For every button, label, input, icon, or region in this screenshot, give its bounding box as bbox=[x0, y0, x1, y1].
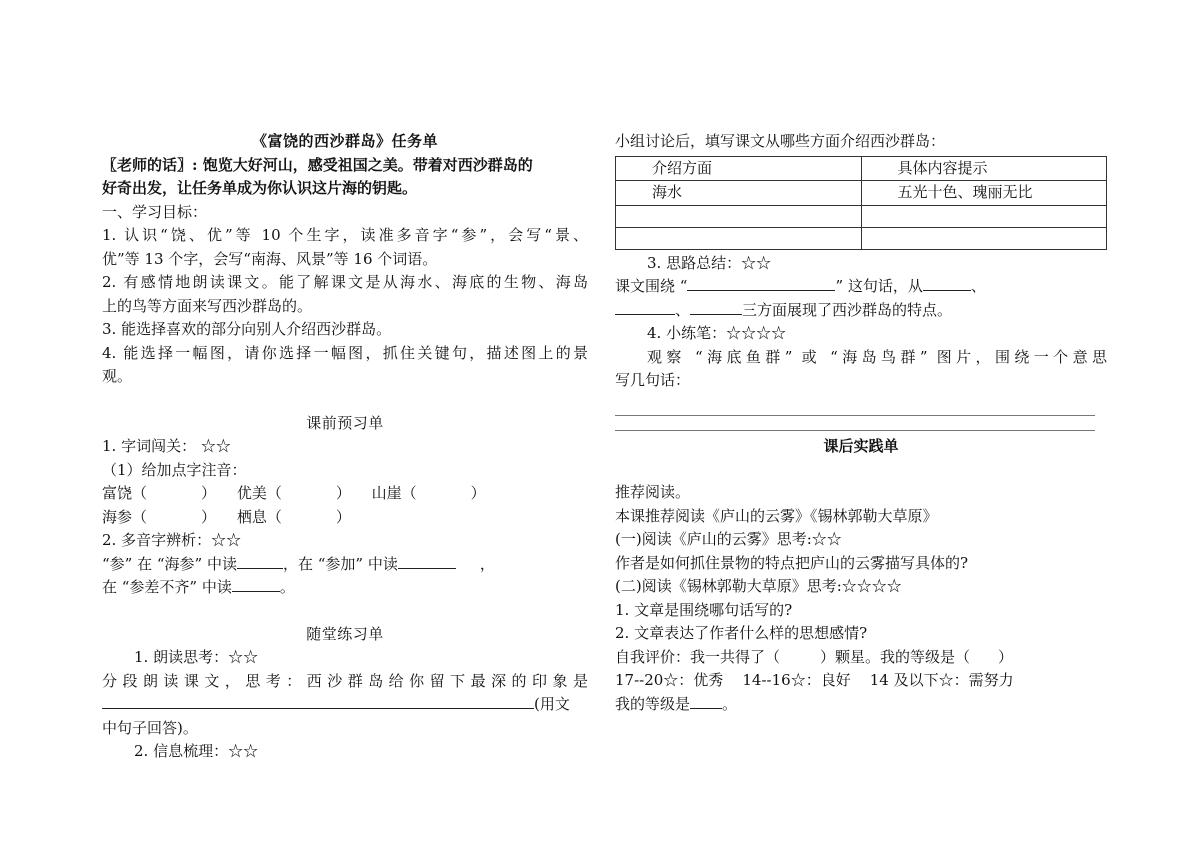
table-row bbox=[616, 227, 1107, 249]
answer-blank[interactable] bbox=[102, 694, 534, 709]
preview-q2a: “参” 在 “海参” 中读 ，在 “参加” 中读 ， bbox=[102, 554, 495, 573]
after-l5: (二)阅读《锡林郭勒大草原》思考:☆☆☆☆ bbox=[615, 577, 902, 595]
grade-scale: 17--20☆：优秀 14--16☆：良好 14 及以下☆：需努力 bbox=[615, 671, 1014, 689]
goal-4a: 4. 能选择一幅图，请你选择一幅图，抓住关键句，描述图上的景 bbox=[102, 343, 588, 362]
table-cell: 五光十色、瑰丽无比 bbox=[861, 181, 1107, 206]
word-item: 山崖（ ） bbox=[371, 484, 486, 502]
preview-q1: 1. 字词闯关： ☆☆ bbox=[102, 437, 231, 455]
summary-q3a: 课文围绕 “ ” 这句话，从 、 bbox=[615, 277, 986, 295]
after-l6: 1. 文章是围绕哪句话写的? bbox=[615, 600, 793, 619]
after-l2: 本课推荐阅读《庐山的云雾》《锡林郭勒大草原》 bbox=[615, 506, 938, 525]
classwork-q1a: 分段朗读课文，思考：西沙群岛给你留下最深的印象是 bbox=[102, 671, 588, 690]
answer-blank[interactable] bbox=[398, 554, 456, 569]
classwork-q1b: (用文 bbox=[102, 693, 588, 717]
table-header-cell: 介绍方面 bbox=[616, 156, 862, 181]
goal-3: 3. 能选择喜欢的部分向别人介绍西沙群岛。 bbox=[102, 320, 392, 338]
answer-blank[interactable] bbox=[923, 276, 971, 291]
table-cell[interactable] bbox=[616, 227, 862, 249]
table-row bbox=[616, 181, 1107, 206]
answer-blank[interactable] bbox=[615, 300, 675, 315]
word-item: 优美（ ） bbox=[236, 484, 351, 502]
after-l4: 作者是如何抓住景物的特点把庐山的云雾描写具体的? bbox=[615, 553, 969, 572]
answer-blank[interactable] bbox=[232, 577, 280, 592]
table-intro: 小组讨论后，填写课文从哪些方面介绍西沙群岛： bbox=[615, 132, 946, 150]
writing-q4: 4. 小练笔：☆☆☆☆ bbox=[647, 324, 787, 342]
table-cell[interactable] bbox=[861, 227, 1107, 249]
goal-4b: 观。 bbox=[102, 367, 133, 385]
preview-q2b: 在 “参差不齐” 中读 。 bbox=[102, 578, 295, 596]
preview-q1-1: （1）给加点字注音： bbox=[102, 460, 247, 479]
word-item: 栖息（ ） bbox=[236, 507, 351, 526]
goal-1b: 优”等 13 个字，会写“南海、风景”等 16 个词语。 bbox=[102, 249, 438, 268]
table-cell[interactable] bbox=[616, 205, 862, 227]
goal-2a: 2. 有感情地朗读课文。能了解课文是从海水、海底的生物、海岛 bbox=[102, 273, 588, 291]
summary-q3b: 、 三方面展现了西沙群岛的特点。 bbox=[615, 299, 1107, 323]
writing-q4b: 写几句话： bbox=[615, 371, 691, 389]
left-column bbox=[102, 130, 588, 764]
word-item: 富饶（ ） bbox=[102, 484, 217, 502]
writing-q4a: 观察 “海底鱼群” 或 “海岛鸟群” 图片，围绕一个意思 bbox=[647, 347, 1107, 366]
preview-q2: 2. 多音字辨析：☆☆ bbox=[102, 531, 242, 549]
table-cell[interactable] bbox=[861, 205, 1107, 227]
answer-blank[interactable] bbox=[690, 694, 722, 709]
my-grade: 我的等级是 。 bbox=[615, 694, 738, 713]
classwork-q1: 1. 朗读思考：☆☆ bbox=[134, 648, 259, 666]
classwork-q1c: 中句子回答)。 bbox=[102, 718, 198, 737]
page-title: 《富饶的西沙群岛》任务单 bbox=[251, 132, 438, 150]
pinyin-words-row bbox=[102, 482, 588, 529]
table-cell: 海水 bbox=[616, 181, 862, 206]
word-item: 海参（ ） bbox=[102, 507, 217, 526]
right-column bbox=[615, 130, 1107, 716]
writing-line[interactable] bbox=[615, 416, 1095, 431]
classwork-heading: 随堂练习单 bbox=[306, 624, 384, 643]
answer-blank[interactable] bbox=[237, 554, 283, 569]
goal-1a: 1. 认识“饶、优”等 10 个生字，读准多音字“参”，会写“景、 bbox=[102, 226, 588, 244]
writing-line[interactable] bbox=[615, 393, 1095, 416]
goals-heading: 一、学习目标： bbox=[102, 202, 208, 221]
answer-blank[interactable] bbox=[690, 300, 742, 315]
teacher-words-line1: 〖老师的话〗: 饱览大好河山，感受祖国之美。带着对西沙群岛的 bbox=[102, 155, 533, 174]
info-table bbox=[615, 156, 1107, 250]
answer-blank[interactable] bbox=[687, 276, 835, 291]
classwork-q2: 2. 信息梳理：☆☆ bbox=[134, 742, 259, 760]
after-l3: (一)阅读《庐山的云雾》思考:☆☆ bbox=[615, 530, 842, 548]
self-evaluation: 自我评价：我一共得了（ ）颗星。我的等级是（ ） bbox=[615, 647, 1014, 666]
table-header-cell: 具体内容提示 bbox=[861, 156, 1107, 181]
after-class-heading: 课后实践单 bbox=[823, 436, 899, 455]
table-header-row bbox=[616, 156, 1107, 181]
table-row bbox=[616, 205, 1107, 227]
after-l7: 2. 文章表达了作者什么样的思想感情? bbox=[615, 624, 868, 642]
after-l1: 推荐阅读。 bbox=[615, 483, 691, 501]
teacher-words-line2: 好奇出发，让任务单成为你认识这片海的钥匙。 bbox=[102, 179, 418, 197]
preview-heading: 课前预习单 bbox=[306, 413, 384, 432]
goal-2b: 上的鸟等方面来写西沙群岛的。 bbox=[102, 296, 313, 315]
summary-q3: 3. 思路总结：☆☆ bbox=[647, 253, 772, 272]
